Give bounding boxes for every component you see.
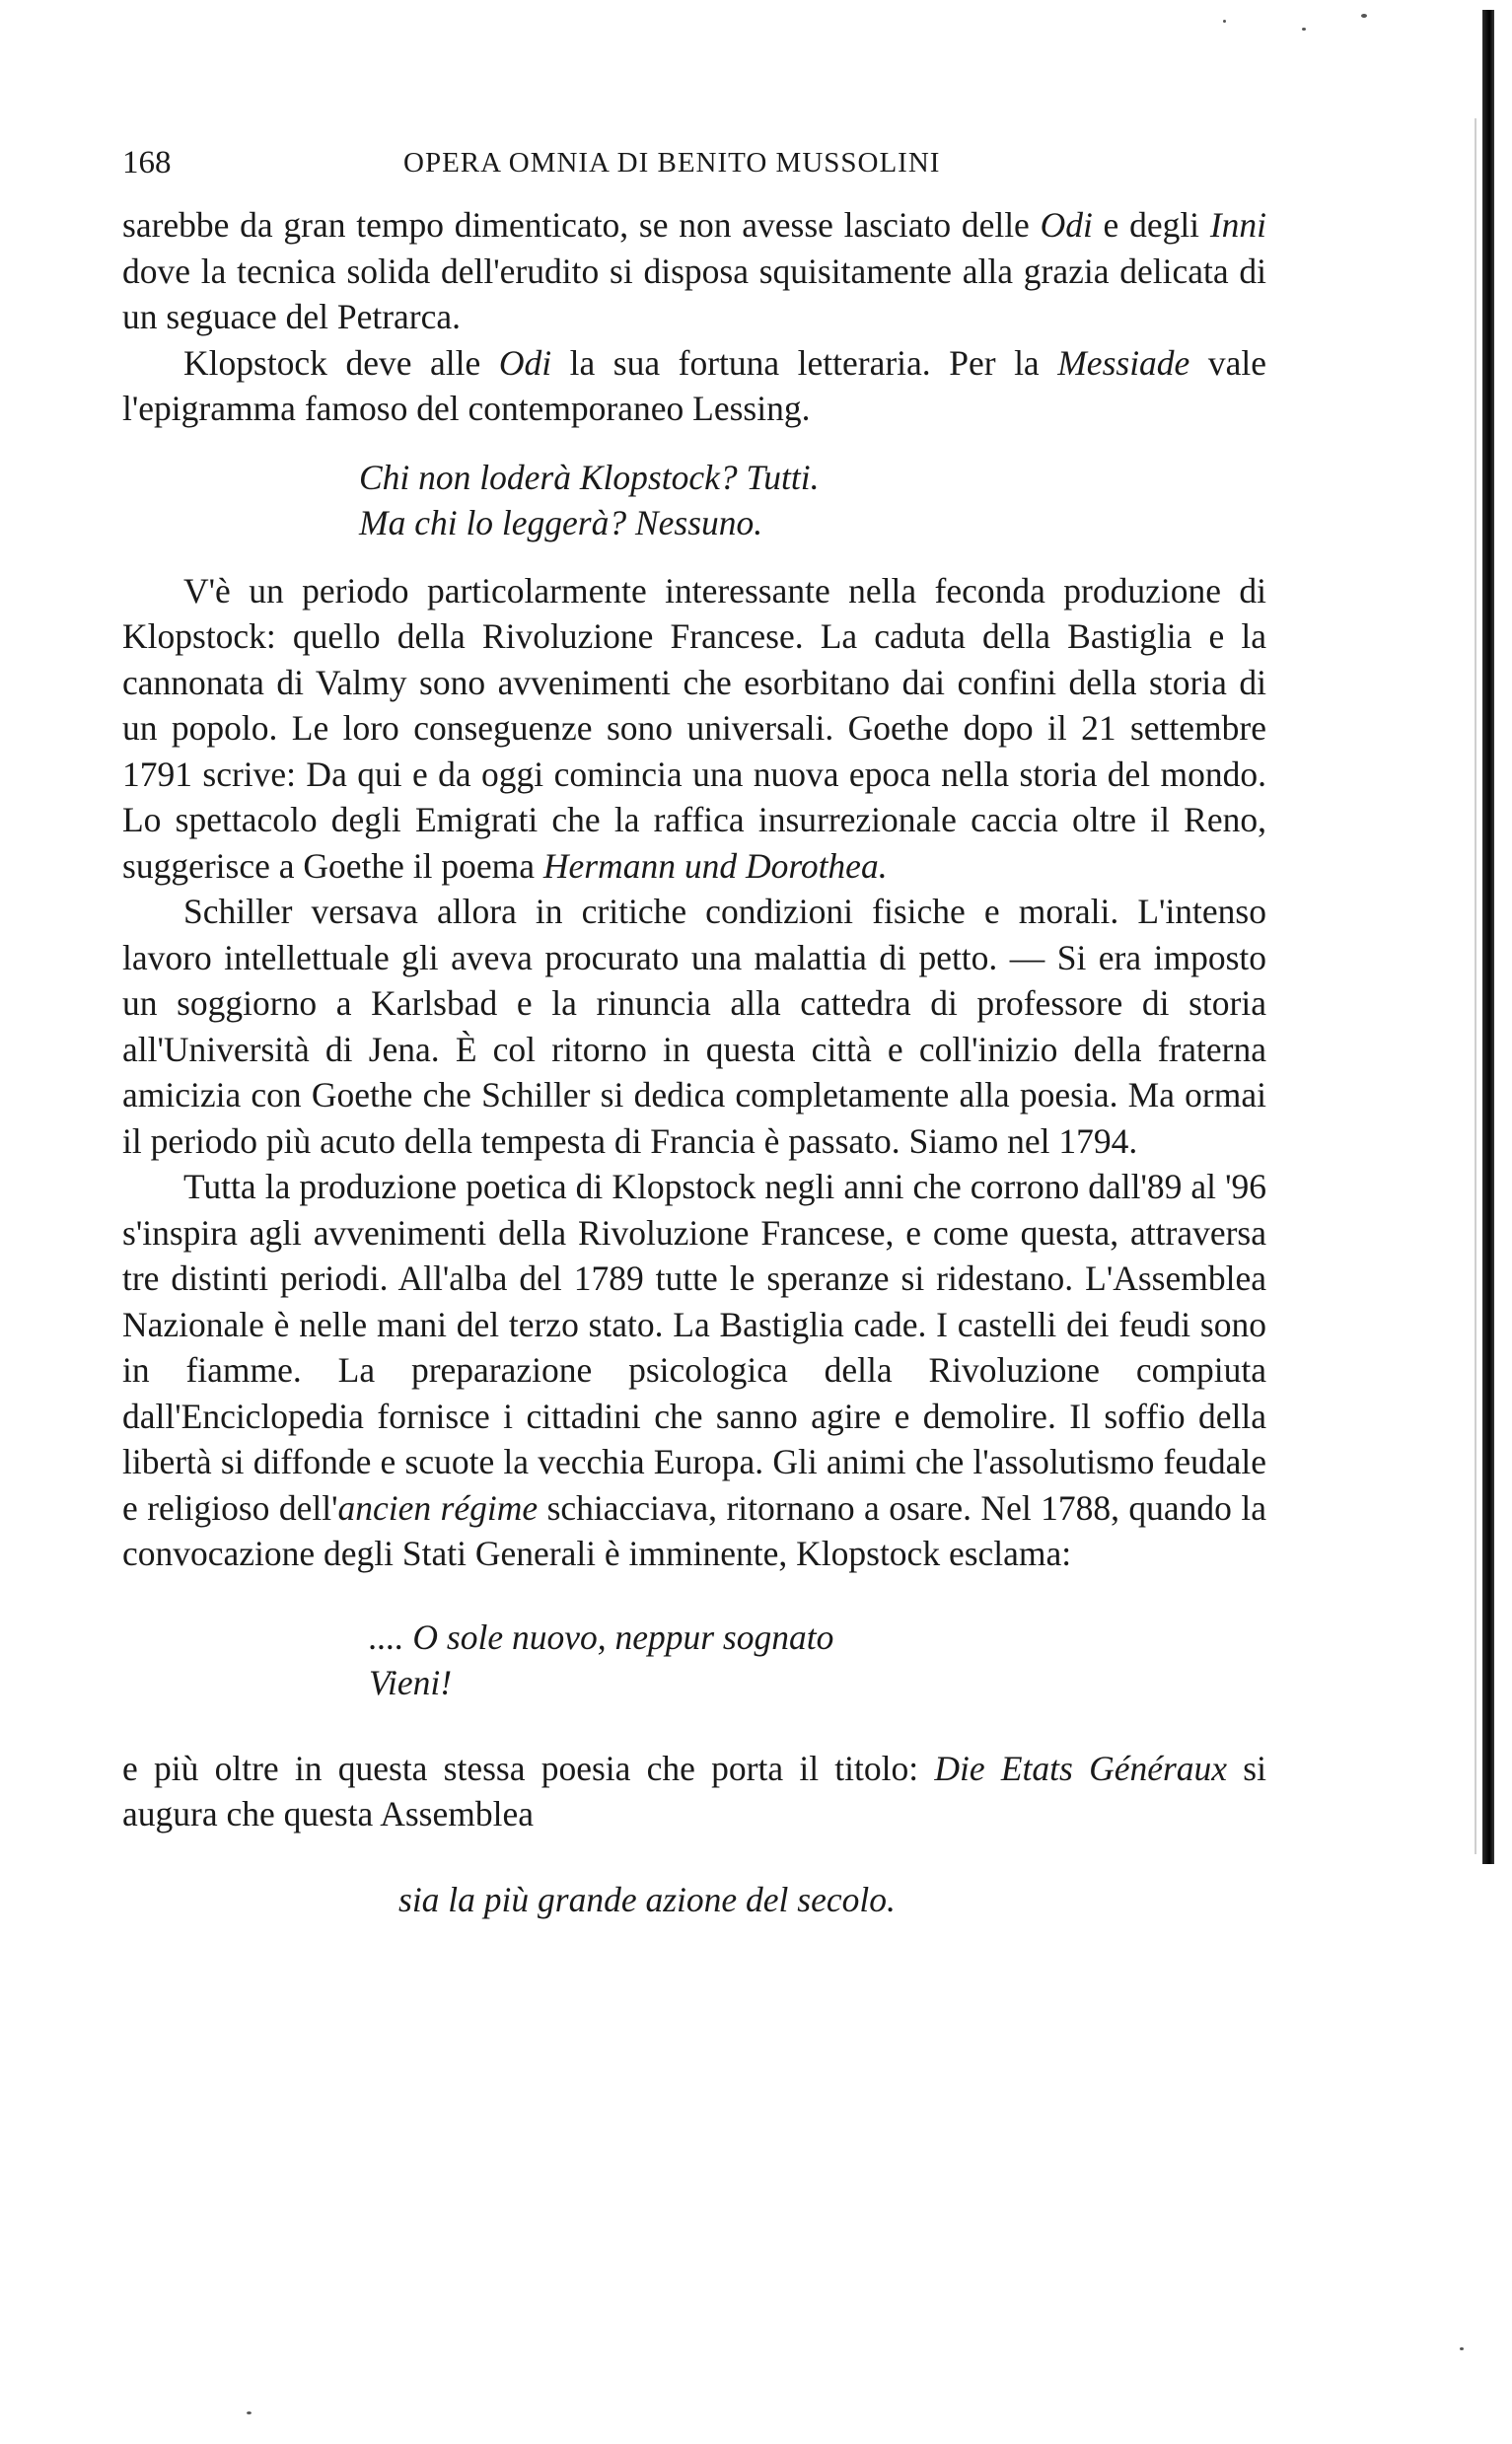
verse-quote: [398, 1877, 1266, 1923]
text-run: si augura che questa Assemblea: [122, 1748, 1266, 1833]
text-run: sarebbe da gran tempo dimenticato, se non avesse lasciato delle: [122, 205, 1041, 245]
verse-quote: [369, 1615, 1266, 1706]
paragraph: [122, 1746, 1266, 1837]
body-text: [122, 202, 1266, 1922]
paragraph: [122, 202, 1266, 340]
text-run: e più oltre in questa stessa poesia che porta il titolo:: [122, 1748, 935, 1788]
text-run: Schiller versava allora in critiche condizioni fisiche e morali. L'intenso lavoro intellettuale gli aveva procurato una malattia di petto. — Si era imposto un soggiorno a Karlsbad e la rinuncia alla cattedra di professore di storia all'Università di Jena. È col ritorno in questa città e coll'inizio della fraterna amicizia con Goethe che Schiller si dedica completamente alla poesia. Ma ormai il periodo più acuto della tempesta di Francia è passato. Siamo nel 1794.: [122, 892, 1266, 1161]
text-run: Klopstock deve alle: [183, 342, 499, 383]
verse-quote: [359, 455, 1266, 545]
italic-run: Odi: [498, 342, 552, 383]
italic-run: Odi: [1040, 205, 1093, 245]
binding-shadow: [1475, 118, 1476, 1854]
scan-speck: [1223, 20, 1226, 23]
text-run: vale l'epigramma famoso del contemporaneo Lessing.: [122, 342, 1266, 428]
scan-speck: [247, 2411, 252, 2414]
text-run: Tutta la produzione poetica di Klopstock negli anni che corrono dall'89 al '96 s'inspira agli avvenimenti della Rivoluzione Francese, e come questa, attraversa tre distinti periodi. All'alba del 1789 tutte le speranze si ridestano. L'Assemblea Nazionale è nelle mani del terzo stato. La Bastiglia cade. I castelli dei feudi sono in fiamme. La preparazione psicologica della Rivoluzione compiuta dall'Enciclopedia fornisce i cittadini che sanno agire e demolire. Il soffio della libertà si diffonde e scuote la vecchia Europa. Gli animi che l'assolutismo feudale e religioso dell': [122, 1167, 1266, 1528]
scan-speck: [1302, 28, 1306, 31]
paragraph: [122, 568, 1266, 890]
running-title: OPERA OMNIA DI BENITO MUSSOLINI: [403, 147, 941, 179]
italic-run: ancien régime: [337, 1487, 539, 1528]
verse-line: Chi non loderà Klopstock? Tutti.: [359, 457, 820, 497]
italic-run: Die Etats Généraux: [934, 1748, 1228, 1788]
paragraph: [122, 340, 1266, 432]
text-run: e degli: [1092, 205, 1210, 245]
verse-line: Ma chi lo leggerà? Nessuno.: [359, 502, 763, 542]
italic-run: Inni: [1209, 205, 1266, 245]
italic-run: Messiade: [1057, 342, 1190, 383]
text-run: schiacciava, ritornano a osare. Nel 1788, quando la convocazione degli Stati Generali è imminente, Klopstock esclama:: [122, 1487, 1266, 1573]
scan-speck: [1361, 14, 1367, 18]
verse-line: .... O sole nuovo, neppur sognato: [369, 1617, 834, 1657]
text-run: la sua fortuna letteraria. Per la: [551, 342, 1058, 383]
binding-edge: [1482, 10, 1494, 1864]
verse-line: sia la più grande azione del secolo.: [398, 1879, 896, 1919]
italic-run: Hermann und Dorothea.: [542, 845, 888, 886]
text-run: dove la tecnica solida dell'erudito si disposa squisitamente alla grazia delicata di un seguace del Petrarca.: [122, 251, 1266, 336]
paragraph: [122, 1164, 1266, 1577]
verse-line: Vieni!: [369, 1663, 453, 1702]
scan-speck: [1460, 2347, 1464, 2350]
text-run: V'è un periodo particolarmente interessante nella feconda produzione di Klopstock: quello della Rivoluzione Francese. La caduta della Bastiglia e la cannonata di Valmy sono avvenimenti che esorbitano dai confini della storia di un popolo. Le loro conseguenze sono universali. Goethe dopo il 21 settembre 1791 scrive: Da qui e da oggi comincia una nuova epoca nella storia del mondo. Lo spettacolo degli Emigrati che la raffica insurrezionale caccia oltre il Reno, suggerisce a Goethe il poema: [122, 570, 1266, 886]
running-header: [122, 138, 1266, 187]
paragraph: [122, 889, 1266, 1164]
page-number: 168: [122, 145, 172, 180]
